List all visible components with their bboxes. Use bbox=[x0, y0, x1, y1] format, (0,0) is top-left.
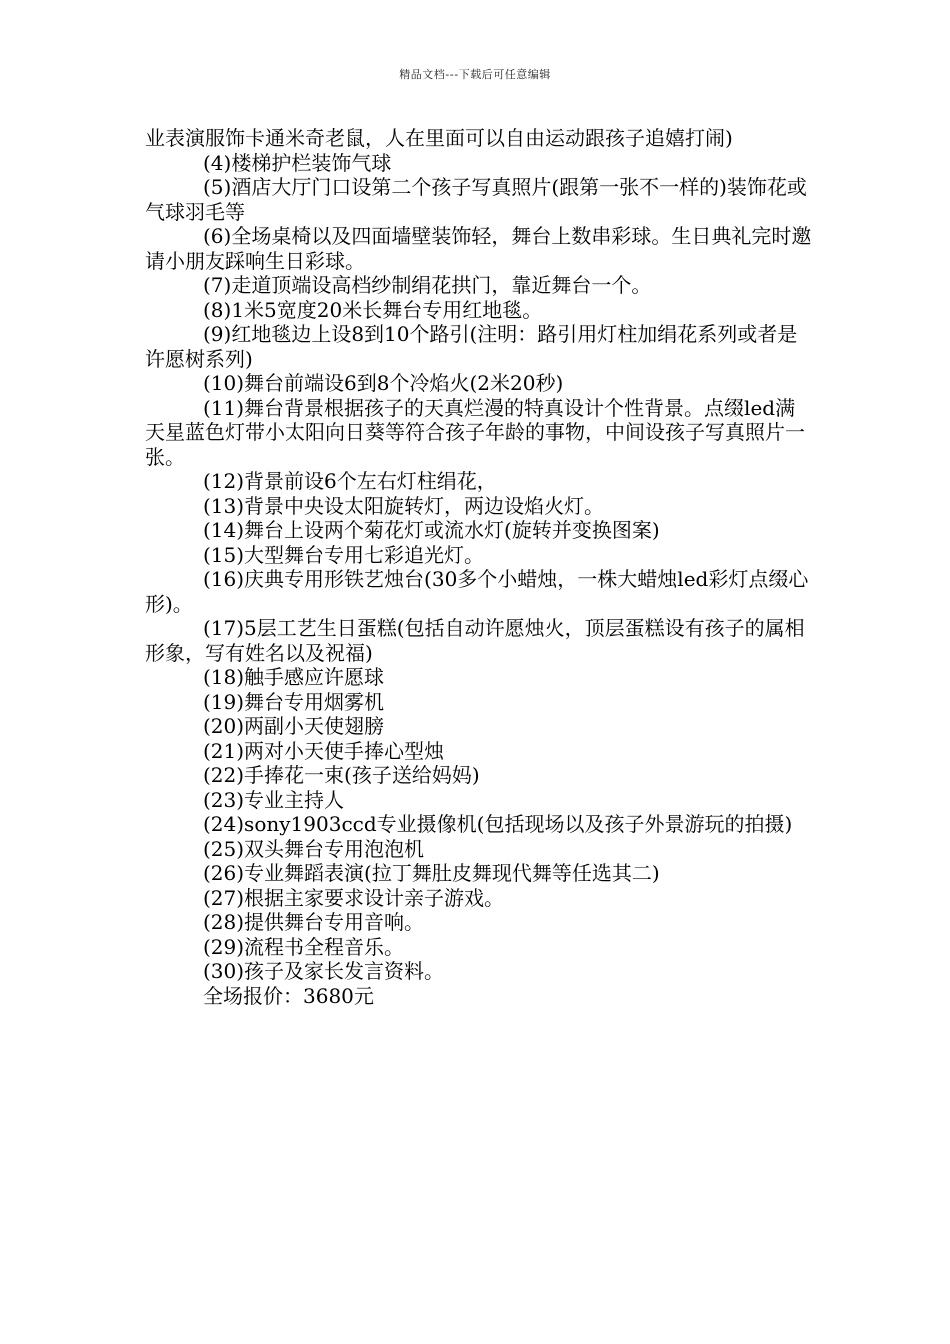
paragraph: (21)两对小天使手捧心型烛 bbox=[203, 738, 445, 763]
paragraph: (4)楼梯护栏装饰气球 bbox=[203, 150, 392, 175]
paragraph: (10)舞台前端设6到8个冷焰火(2米20秒) bbox=[203, 371, 564, 395]
page-header: 精品文档---下载后可任意编辑 bbox=[399, 68, 551, 81]
paragraph: (5)酒店大厅门口设第二个孩子写真照片(跟第一张不一样的)装饰花或气球羽毛等 bbox=[145, 175, 807, 224]
paragraph: (27)根据主家要求设计亲子游戏。 bbox=[203, 885, 505, 910]
paragraph: (30)孩子及家长发言资料。 bbox=[203, 959, 445, 983]
paragraph: (19)舞台专用烟雾机 bbox=[203, 689, 385, 714]
paragraph: (13)背景中央设太阳旋转灯，两边设焰火灯。 bbox=[203, 493, 605, 518]
paragraph: (15)大型舞台专用七彩追光灯。 bbox=[203, 542, 485, 567]
paragraph: (29)流程书全程音乐。 bbox=[203, 934, 405, 959]
paragraph: (8)1米5宽度20米长舞台专用红地毯。 bbox=[203, 297, 543, 322]
paragraph: (25)双头舞台专用泡泡机 bbox=[203, 836, 425, 861]
document-body bbox=[145, 126, 815, 1008]
paragraph: (11)舞台背景根据孩子的天真烂漫的特真设计个性背景。点缀led满天星蓝色灯带小太阳向日葵等符合孩子年龄的事物，中间设孩子写真照片一张。 bbox=[145, 395, 805, 469]
paragraph: (22)手捧花一束(孩子送给妈妈) bbox=[203, 763, 480, 787]
paragraph: (7)走道顶端设高档纱制绢花拱门，靠近舞台一个。 bbox=[203, 273, 652, 297]
paragraph: (20)两副小天使翅膀 bbox=[203, 714, 385, 738]
paragraph: 全场报价：3680元 bbox=[203, 983, 374, 1008]
paragraph: (6)全场桌椅以及四面墙壁装饰轻，舞台上数串彩球。生日典礼完时邀请小朋友踩响生日彩球。 bbox=[145, 224, 812, 273]
paragraph: (16)庆典专用形铁艺烛台(30多个小蜡烛，一株大蜡烛led彩灯点缀心形)。 bbox=[145, 567, 809, 616]
paragraph: (26)专业舞蹈表演(拉丁舞肚皮舞现代舞等任选其二) bbox=[203, 861, 660, 885]
paragraph: (23)专业主持人 bbox=[203, 787, 345, 812]
paragraph: (28)提供舞台专用音响。 bbox=[203, 910, 425, 934]
paragraph: 业表演服饰卡通米奇老鼠，人在里面可以自由运动跟孩子追嬉打闹) bbox=[145, 126, 733, 150]
paragraph: (12)背景前设6个左右灯柱绢花， bbox=[203, 469, 497, 493]
paragraph: (18)触手感应许愿球 bbox=[203, 665, 385, 689]
paragraph: (24)sony1903ccd专业摄像机(包括现场以及孩子外景游玩的拍摄) bbox=[203, 812, 793, 836]
paragraph: (17)5层工艺生日蛋糕(包括自动许愿烛火，顶层蛋糕设有孩子的属相形象，写有姓名以及祝福) bbox=[145, 616, 805, 665]
paragraph: (9)红地毯边上设8到10个路引(注明：路引用灯柱加绢花系列或者是许愿树系列) bbox=[145, 322, 798, 371]
paragraph: (14)舞台上设两个菊花灯或流水灯(旋转并变换图案) bbox=[203, 518, 660, 542]
